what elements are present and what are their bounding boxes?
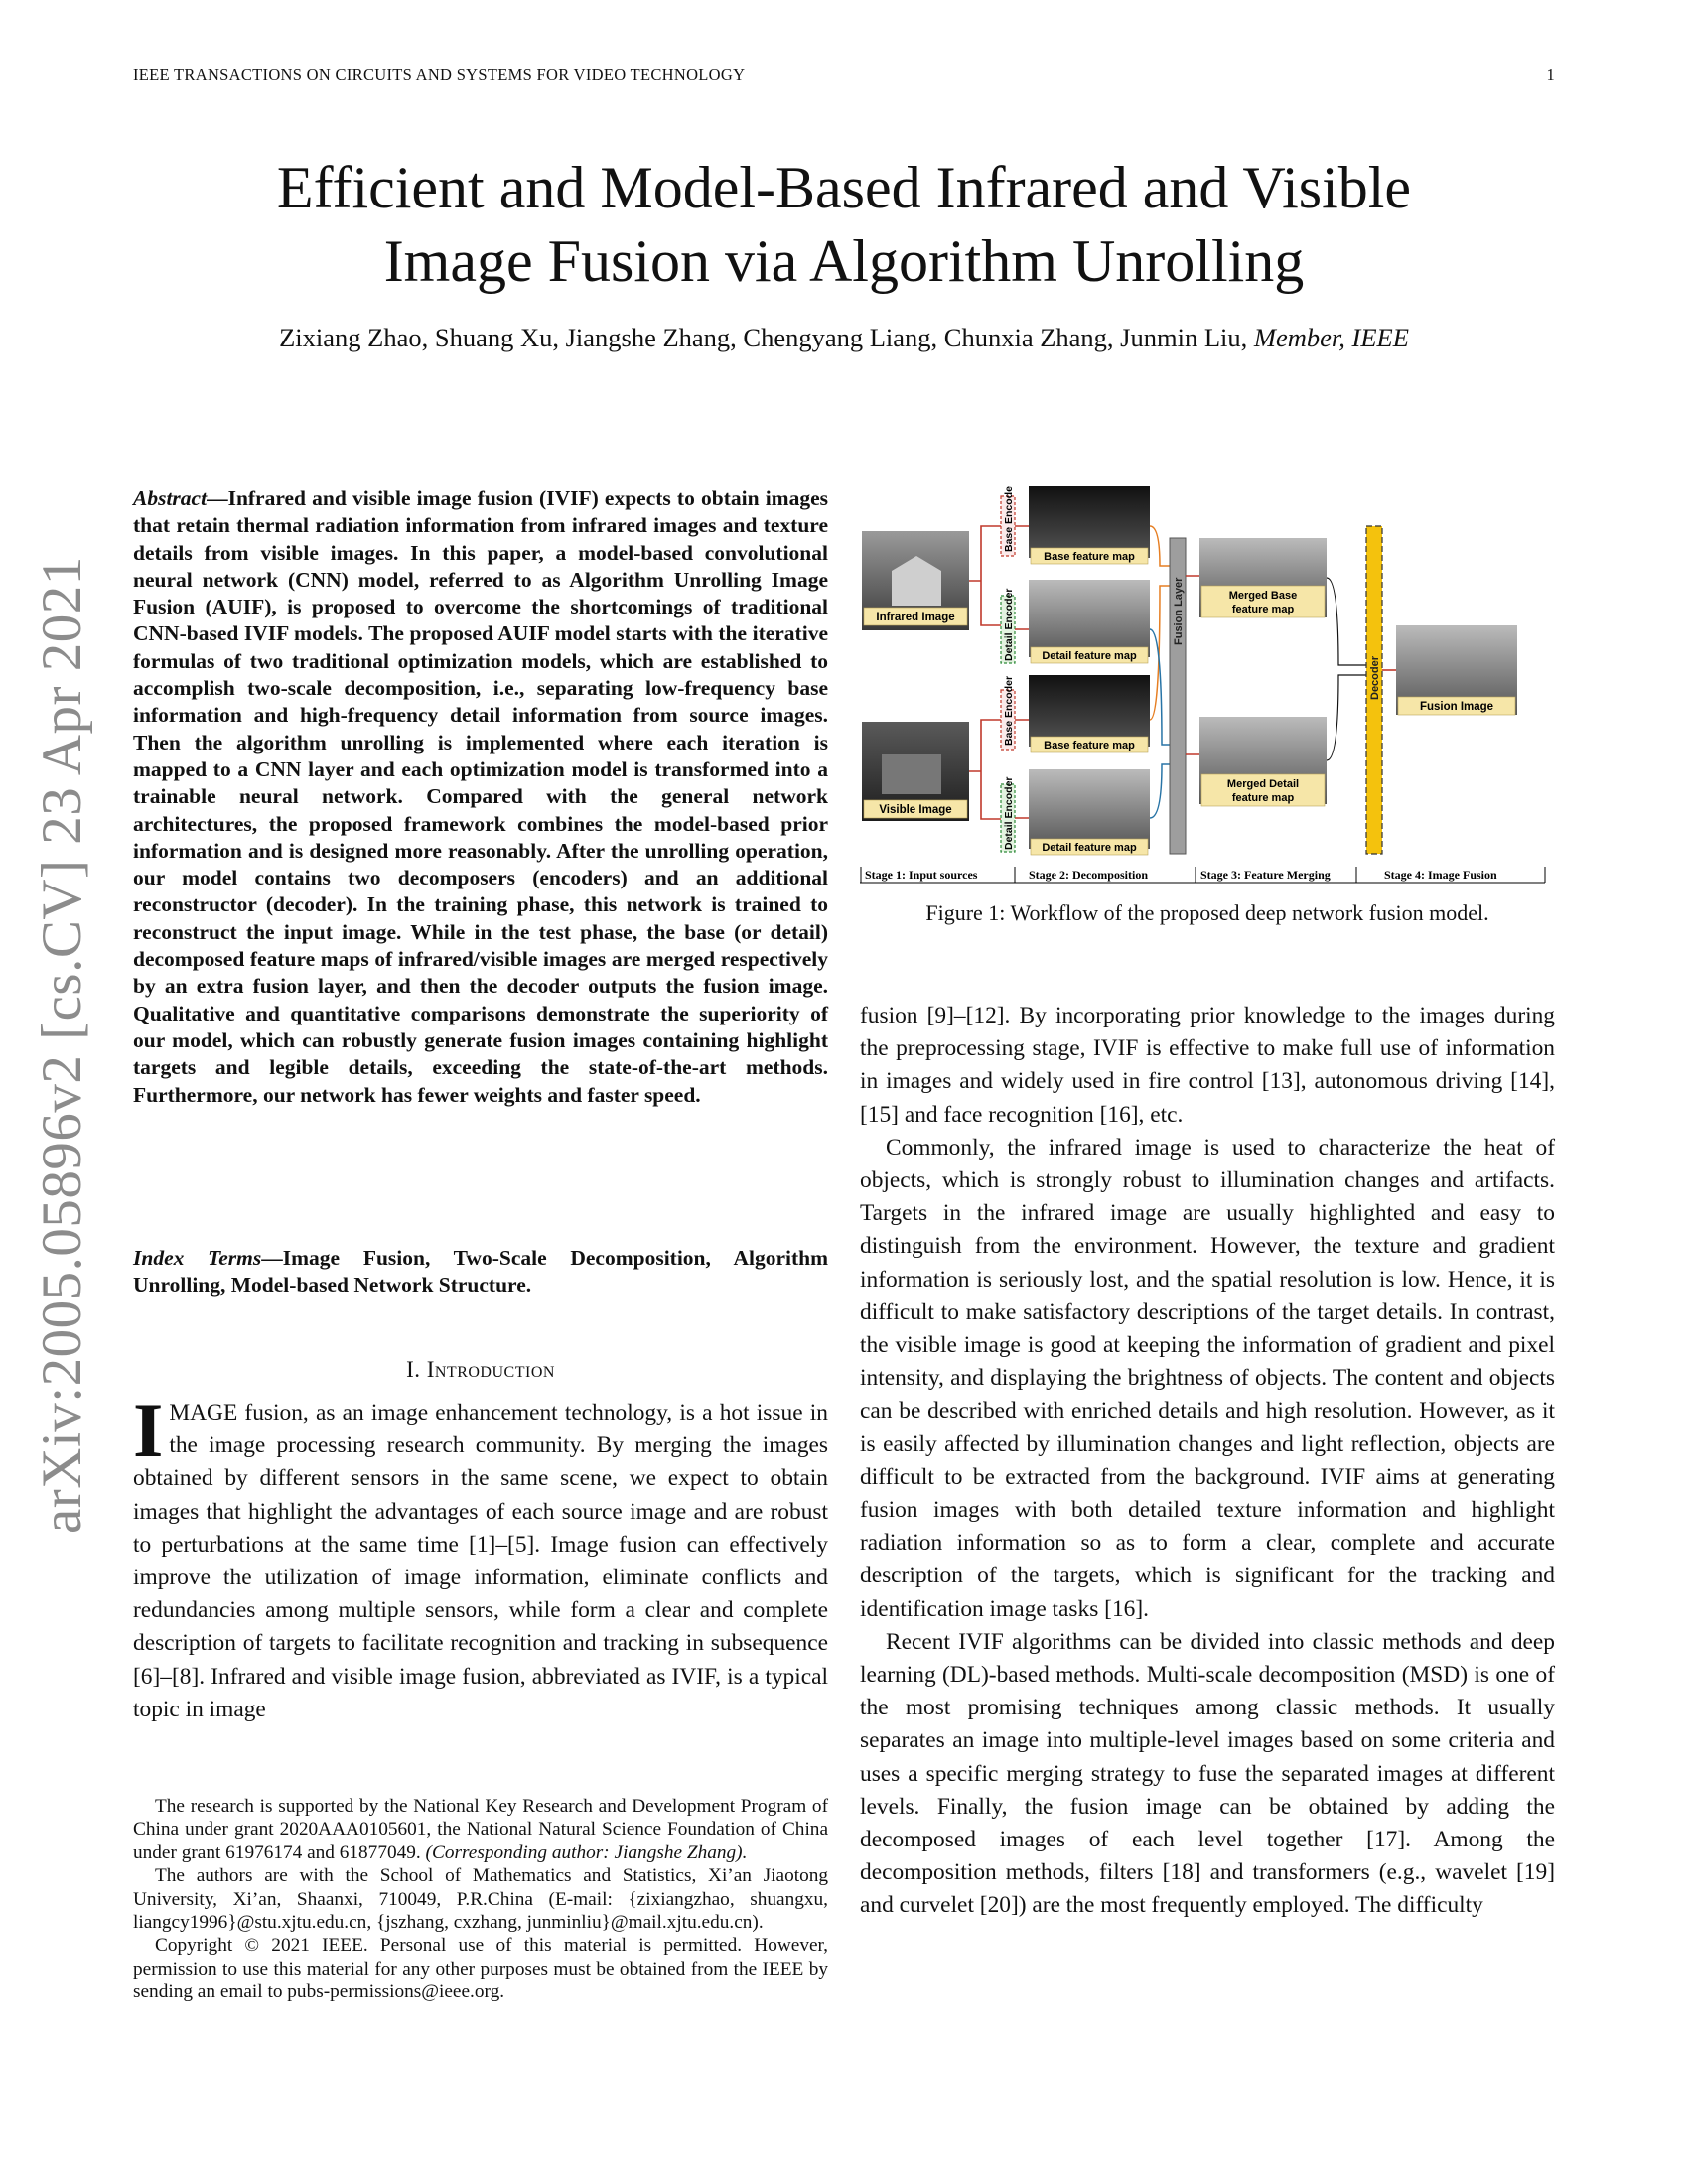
title-line-1: Efficient and Model-Based Infrared and Visible [276,155,1412,220]
index-terms-text: —Image Fusion, Two-Scale Decomposition, Algorithm Unrolling, Model-based Network Structure. [133,1246,828,1297]
detail-encoder-2 [1001,776,1015,852]
detail-to-fusion-arrows [1150,629,1170,818]
visible-arrows [969,720,1001,819]
intro-text: MAGE fusion, as an image enhancement technology, is a hot issue in the image processing research community. By merging the images obtained by different sensors in the same scene, we expect to obtain images that highlight the advantages of each source image and are robust to perturbations at the same time [1]–[5]. Image fusion can effectively improve the utilization of image information, eliminate conflicts and redundancies among multiple sensors, while form a clear and complete description of targets to facilitate recognition and tracking in subsequence [6]–[8]. Infrared and visible image fusion, abbreviated as IVIF, is a typical topic in image [133,1400,828,1722]
footnote-funding-text: The research is supported by the National Key Research and Development Program of China under grant 2020AAA0105601, the National Natural Science Foundation of China under grant 61976174 and 61877049. [133,1796,828,1863]
page-number: 1 [1546,66,1555,84]
merged-base-label-2: feature map [1231,604,1295,615]
base-encoder-label: Base Encoder [1003,486,1015,552]
footnote-funding [133,1795,828,1864]
ir-detail-feature-map [1029,580,1150,663]
merged-detail-map [1199,717,1327,806]
vis-detail-feature-map [1029,769,1150,855]
fusion-layer-label: Fusion Layer [1173,577,1185,645]
footnote-affiliation: The authors are with the School of Mathematics and Statistics, Xi’an Jiaotong University, Xi’an, Shaanxi, 710049, P.R.China (E-mail: {zixiangzhao, shuangxu, liangcy1996}@stu.xjtu.edu.cn, {jszhang, cxzhang, junminliu}@mail.xjtu.edu.cn). [133,1865,828,1934]
merged-detail-label-1: Merged Detail [1226,778,1300,790]
section-heading [133,1357,828,1383]
paragraph-1: fusion [9]–[12]. By incorporating prior knowledge to the images during the preprocessing stage, IVIF is effective to make full use of information in images and widely used in fire control [13], autonomous driving [14], [15] and face recognition [16], etc. [860,1003,1555,1128]
fusion-layer [1170,538,1186,854]
detail-encoder-label: Detail Encoder [1003,588,1015,661]
right-column-body [860,1000,1555,1923]
fusion-out-arrows [1186,576,1199,754]
paper-title [149,151,1539,298]
base-encoder-label: Base Encoder [1003,675,1015,746]
section-heading-text: I. Introduction [406,1357,555,1382]
abstract-label: Abstract [133,486,208,510]
stage-bar [860,863,1555,885]
stage-1-label: Stage 1: Input sources [865,868,978,882]
stage-2-label: Stage 2: Decomposition [1029,868,1148,882]
workflow-diagram [862,486,1557,864]
index-terms [133,1245,828,1299]
encoder-arrows [1015,526,1029,818]
infrared-label: Infrared Image [876,612,955,623]
author-membership: Member, IEEE [1253,323,1409,352]
detail-map-label: Detail feature map [1042,842,1137,854]
footnote-copyright: Copyright © 2021 IEEE. Personal use of this material is permitted. However, permission to use this material for any other purposes must be obtained from the IEEE by sending an email to pubs-permissions@ieee.org. [133,1935,828,2003]
abstract-text: —Infrared and visible image fusion (IVIF) expects to obtain images that retain thermal radiation information from infrared images and texture details from visible images. In this paper, a model-based convolutional neural network (CNN) model, referred to as Algorithm Unrolling Image Fusion (AUIF), is proposed to overcome the shortcomings of traditional CNN-based IVIF models. The proposed AUIF model starts with the iterative formulas of two traditional optimization models, which are established to accomplish two-scale decomposition, i.e., separating low-frequency base information and high-frequency detail information from source images. Then the algorithm unrolling is implemented where each iteration is mapped to a CNN layer and each optimization model is transformed into a trainable neural network. Compared with the general network architectures, the proposed framework combines the model-based prior information and is designed more reasonably. After the unrolling operation, our model contains two decomposers (encoders) and an additional reconstructor (decoder). In the training phase, this network is trained to reconstruct the input image. While in the test phase, the base (or detail) decomposed feature maps of infrared/visible images are merged respectively by an extra fusion layer, and then the decoder outputs the fusion image. Qualitative and quantitative comparisons demonstrate the superiority of our model, which can robustly generate fusion images containing highlight targets and legible details, exceeding the state-of-the-art methods. Furthermore, our network has fewer weights and faster speed. [133,486,828,1107]
infrared-arrows [969,526,1001,625]
stage-4-label: Stage 4: Image Fusion [1384,868,1497,882]
fusion-image-label: Fusion Image [1419,701,1494,713]
intro-paragraph [133,1387,828,1726]
merged-base-map [1199,538,1327,617]
base-encoder-1 [1001,486,1015,556]
vis-base-feature-map [1029,675,1150,752]
base-map-label: Base feature map [1044,551,1135,563]
drop-cap: I [133,1387,164,1473]
index-terms-label: Index Terms [133,1246,262,1270]
merged-base-label-1: Merged Base [1228,590,1298,602]
stage-3-label: Stage 3: Feature Merging [1200,868,1331,882]
corresponding-author: (Corresponding author: Jiangshe Zhang). [425,1842,748,1863]
title-line-2: Image Fusion via Algorithm Unrolling [383,228,1305,294]
paragraph-2: Commonly, the infrared image is used to characterize the heat of objects, which is strongly robust to illumination changes and artifacts. Targets in the infrared image are usually highlighted and easy to distinguish from the environment. However, the texture and gradient information is seriously lost, and the spatial resolution is low. Hence, it is difficult to make satisfactory descriptions of the target details. In contrast, the visible image is good at keeping the information of gradient and pixel intensity, and displaying the brightness of objects. The content and objects can be described with enriched details and high resolution. However, as it is easily affected by illumination changes and light reflection, objects are difficult to be extracted from the background. IVIF aims at generating fusion images with both detailed texture information and highlight radiation information so as to form a clear, complete and accurate description of the targets, which is significant for the tracking and identification image tasks [16]. [860,1134,1555,1622]
decoder [1366,526,1382,854]
ir-base-feature-map [1029,486,1150,564]
visible-label: Visible Image [879,804,952,816]
base-map-label: Base feature map [1044,740,1135,751]
house-shape [882,754,941,794]
running-header [133,66,1555,87]
arxiv-stamp: arXiv:2005.05896v2 [cs.CV] 23 Apr 2021 [31,556,93,1534]
figure-caption: Figure 1: Workflow of the proposed deep network fusion model. [925,900,1489,925]
base-to-fusion-arrows [1150,526,1170,720]
decoder-label: Decoder [1369,655,1381,700]
merged-detail-label-2: feature map [1231,792,1295,804]
abstract [133,485,828,1109]
detail-encoder-1 [1001,588,1015,663]
detail-map-label: Detail feature map [1042,650,1137,662]
figure-workflow [862,486,1557,884]
stage-bar-svg [860,863,1555,885]
author-list [99,323,1589,353]
base-encoder-2 [1001,676,1015,750]
detail-encoder-label: Detail Encoder [1003,776,1015,850]
author-names: Zixiang Zhao, Shuang Xu, Jiangshe Zhang, Chengyang Liang, Chunxia Zhang, Junmin Liu, [279,323,1248,352]
footnotes [133,1795,828,2004]
paragraph-3: Recent IVIF algorithms can be divided into classic methods and deep learning (DL)-based methods. Multi-scale decomposition (MSD) is one of the most promising techniques among classic methods. It usually separates an image into multiple-level images based on some criteria and uses a specific merging strategy to fuse the separated images at different levels. Finally, the fusion image can be obtained by adding the decomposed images of each level together [17]. Among the decomposition methods, filters [18] and transformers (e.g., wavelet [19] and curvelet [20]) are the most frequently employed. The difficulty [860,1628,1555,1919]
journal-name: IEEE TRANSACTIONS ON CIRCUITS AND SYSTEMS FOR VIDEO TECHNOLOGY [133,66,746,84]
fusion-image [1396,625,1517,715]
merge-to-decoder-arrows [1327,578,1366,760]
